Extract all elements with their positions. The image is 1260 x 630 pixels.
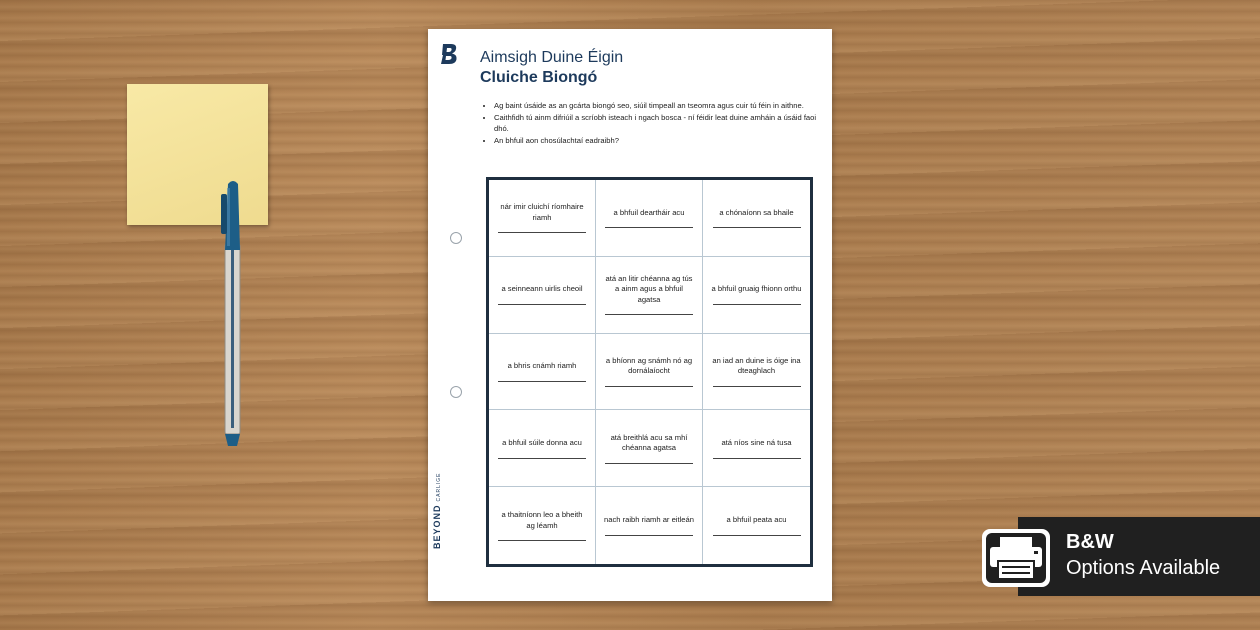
bingo-cell: a bhris cnámh riamh [489, 334, 596, 411]
bingo-cell: nach raibh riamh ar eitleán [596, 487, 703, 564]
pen [216, 178, 250, 450]
answer-line[interactable] [498, 232, 586, 233]
answer-line[interactable] [498, 381, 586, 382]
answer-line[interactable] [713, 458, 801, 459]
answer-line[interactable] [713, 535, 801, 536]
bingo-cell: a bhfuil súile donna acu [489, 410, 596, 487]
instruction-item: • Caithfidh tú ainm difriúil a scríobh isteach i ngach bosca - ní féidir leat duine amháin a úsáid faoi dhó. [494, 112, 830, 134]
bingo-cell: a bhíonn ag snámh nó ag dornálaíocht [596, 334, 703, 411]
answer-line[interactable] [605, 535, 693, 536]
printer-icon [980, 527, 1052, 589]
answer-line[interactable] [498, 458, 586, 459]
answer-line[interactable] [605, 386, 693, 387]
bingo-cell: a bhfuil peata acu [703, 487, 810, 564]
answer-line[interactable] [713, 386, 801, 387]
bingo-cell: a bhfuil gruaig fhionn orthu [703, 257, 810, 334]
banner-title: B&W [1066, 531, 1114, 553]
instruction-item: • Ag baint úsáide as an gcárta biongó seo, siúil timpeall an tseomra agus cuir tú féin in aithne. [494, 100, 830, 111]
bingo-board [486, 177, 813, 567]
bingo-cell: a chónaíonn sa bhaile [703, 180, 810, 257]
beyond-logo-icon [440, 43, 458, 65]
worksheet-title: Aimsigh Duine Éigin [480, 49, 624, 66]
bingo-cell: an iad an duine is óige ina dteaghlach [703, 334, 810, 411]
brand-mark: BEYONDCARLIGE [432, 472, 442, 549]
bingo-cell: atá breithlá acu sa mhí chéanna agatsa [596, 410, 703, 487]
answer-line[interactable] [498, 304, 586, 305]
answer-line[interactable] [713, 304, 801, 305]
answer-line[interactable] [605, 314, 693, 315]
punch-hole [450, 232, 462, 244]
bingo-cell: a thaitníonn leo a bheith ag léamh [489, 487, 596, 564]
bingo-worksheet [428, 29, 832, 601]
instructions-list [480, 100, 830, 147]
answer-line[interactable] [498, 540, 586, 541]
answer-line[interactable] [605, 463, 693, 464]
bingo-cell: a bhfuil deartháir acu [596, 180, 703, 257]
worksheet-subtitle: Cluiche Biongó [480, 69, 598, 86]
punch-hole [450, 386, 462, 398]
bw-options-banner[interactable] [1018, 517, 1260, 596]
banner-subtitle: Options Available [1066, 557, 1221, 579]
bingo-cell: a seinneann uirlis cheoil [489, 257, 596, 334]
answer-line[interactable] [605, 227, 693, 228]
answer-line[interactable] [713, 227, 801, 228]
bingo-cell: atá níos sine ná tusa [703, 410, 810, 487]
bingo-cell: nár imir cluichí ríomhaire riamh [489, 180, 596, 257]
instruction-item: • An bhfuil aon chosúlachtaí eadraibh? [494, 135, 830, 146]
bingo-cell: atá an litir chéanna ag tús a ainm agus a bhfuil agatsa [596, 257, 703, 334]
